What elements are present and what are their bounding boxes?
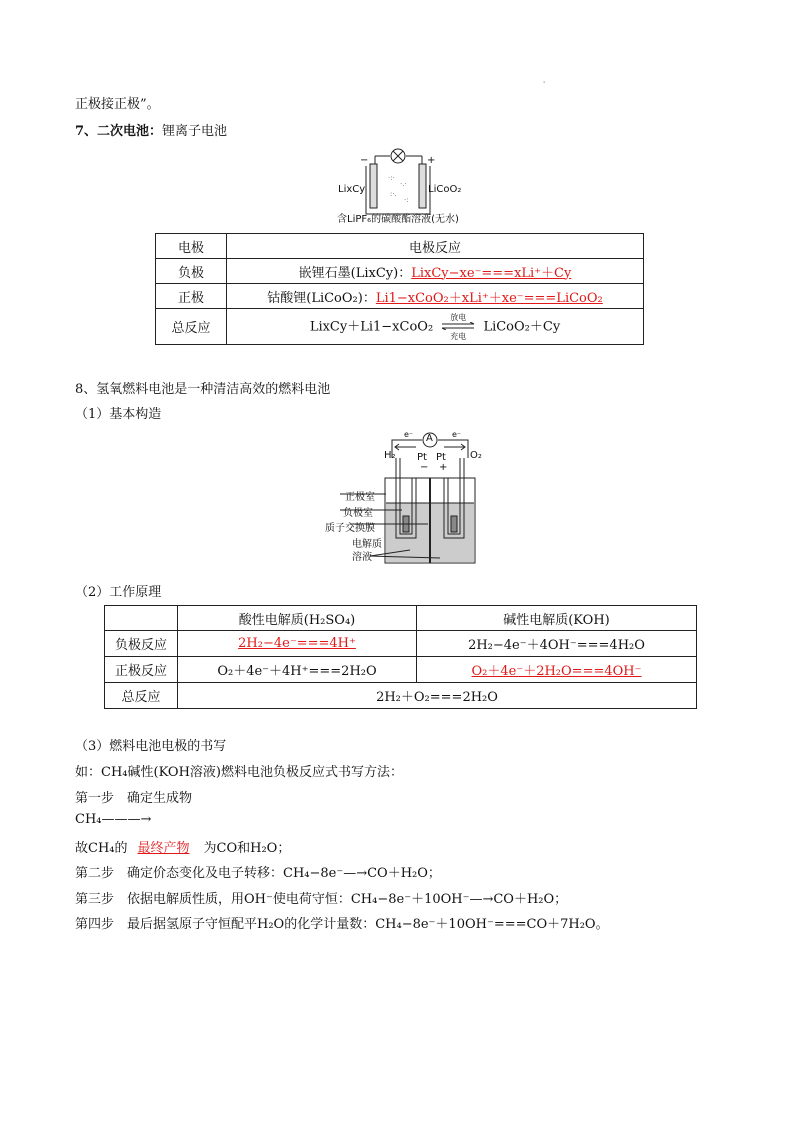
- row-label: 总反应: [105, 683, 178, 709]
- step-1: 第一步 确定生成物: [75, 791, 193, 806]
- equilibrium-arrow-icon: [440, 322, 476, 330]
- table-row: [105, 683, 697, 709]
- example-line: 如：CH₄碱性(KOH溶液)燃料电池负极反应式书写方法：: [75, 765, 403, 780]
- step-3: 第三步 依据电解质性质，用OH⁻使电荷守恒：CH₄−8e⁻＋10OH⁻—→CO＋H₂O；: [75, 892, 568, 907]
- table-row: [156, 309, 644, 345]
- answer-anode: LixCy−xe⁻===xLi⁺＋Cy: [411, 265, 572, 281]
- table-row: [156, 259, 644, 284]
- section-7-heading: 7、二次电池：: [75, 124, 163, 139]
- subsection-1: （1）基本构造: [75, 407, 162, 422]
- diagram-label: 溶液: [352, 552, 372, 563]
- answer-final-product: 最终产物: [137, 841, 190, 856]
- discharge-label: 放电: [450, 312, 467, 322]
- svg-text::·.: :·.: [390, 190, 397, 198]
- step-4: 第四步 最后据氢原子守恒配平H₂O的化学计量数：CH₄−8e⁻＋10OH⁻===CO＋7H₂O。: [75, 917, 609, 932]
- acid-cathode: O₂＋4e⁻＋4H⁺===2H₂O: [178, 657, 417, 683]
- anode-label: LixCy: [338, 184, 366, 195]
- table-row: [105, 657, 697, 683]
- cathode-label: LiCoO₂: [428, 184, 462, 195]
- pt-left-label: Pt: [417, 452, 427, 463]
- row-label: 正极反应: [105, 657, 178, 683]
- row-prefix: 钴酸锂(LiCoO₂)：: [267, 290, 376, 306]
- section-7-subtitle: 锂离子电池: [162, 124, 228, 139]
- total-right: LiCoO₂＋Cy: [483, 319, 561, 334]
- table-header-cell: 酸性电解质(H₂SO₄): [178, 606, 417, 631]
- base-anode: 2H₂−4e⁻＋4OH⁻===4H₂O: [417, 631, 697, 657]
- ch4-arrow-line: CH₄———→: [75, 812, 152, 827]
- section-8-heading: 8、氢氧燃料电池是一种清洁高效的燃料电池: [75, 382, 331, 397]
- battery-drawing: [330, 142, 480, 220]
- li-ion-table: [155, 233, 644, 345]
- diagram-label: 电解质: [352, 539, 382, 550]
- svg-text:·:·: ·:·: [388, 174, 395, 182]
- row-label: 负极反应: [105, 631, 178, 657]
- subsection-2: （2）工作原理: [75, 585, 162, 600]
- section-7-title: [75, 120, 227, 139]
- answer-base-cathode: O₂＋4e⁻＋2H₂O===4OH⁻: [471, 664, 642, 679]
- intro-line: 正极接正极”。: [75, 97, 160, 112]
- minus-sign: −: [420, 462, 429, 473]
- row-label: 总反应: [156, 309, 227, 345]
- table-row: [156, 284, 644, 309]
- conclusion-pre: 故CH₄的: [75, 841, 128, 856]
- table-header-cell: 电极反应: [227, 234, 644, 259]
- answer-cathode: Li1−xCoO₂＋xLi⁺＋xe⁻===LiCoO₂: [375, 290, 603, 306]
- total-left: LixCy＋Li1−xCoO₂: [309, 319, 434, 334]
- row-prefix: 嵌锂石墨(LixCy)：: [298, 265, 412, 281]
- total-reaction: 2H₂＋O₂===2H₂O: [178, 683, 697, 709]
- row-label: 正极: [156, 284, 227, 309]
- diagram-label: 质子交换膜: [325, 523, 375, 534]
- reversible-arrow: [440, 313, 476, 341]
- diagram-label: 负极室: [343, 508, 373, 519]
- minus-sign: −: [360, 155, 369, 166]
- step-2: 第二步 确定价态变化及电子转移：CH₄−8e⁻—→CO＋H₂O；: [75, 866, 441, 881]
- electron-right: e⁻: [452, 430, 462, 439]
- fuel-cell-table: [104, 605, 697, 709]
- h2-inlet-label: H₂: [384, 450, 396, 461]
- table-header-cell: 电极: [156, 234, 227, 259]
- table-header-cell: 碱性电解质(KOH): [417, 606, 697, 631]
- pt-right-label: Pt: [436, 452, 446, 463]
- conclusion-line: [75, 837, 290, 856]
- plus-sign: +: [439, 462, 448, 473]
- svg-text:·:: ·:: [404, 196, 409, 204]
- o2-inlet-label: O₂: [470, 450, 482, 461]
- charge-label: 充电: [450, 331, 467, 341]
- conclusion-post: 为CO和H₂O；: [203, 841, 291, 856]
- answer-acid-anode: 2H₂−4e⁻===4H⁺: [238, 636, 356, 651]
- plus-sign: +: [427, 155, 436, 166]
- electrolyte-caption: 含LiPF₆的碳酸酯溶液(无水): [337, 214, 459, 225]
- svg-text:·.·: ·.·: [400, 180, 407, 188]
- table-header-cell: [105, 606, 178, 631]
- ammeter-label: A: [426, 433, 433, 444]
- stray-mark: ': [543, 80, 546, 89]
- electron-left: e⁻: [404, 430, 414, 439]
- diagram-label: 正极室: [345, 492, 375, 503]
- row-label: 负极: [156, 259, 227, 284]
- subsection-3: （3）燃料电池电极的书写: [75, 739, 227, 754]
- table-row: [105, 631, 697, 657]
